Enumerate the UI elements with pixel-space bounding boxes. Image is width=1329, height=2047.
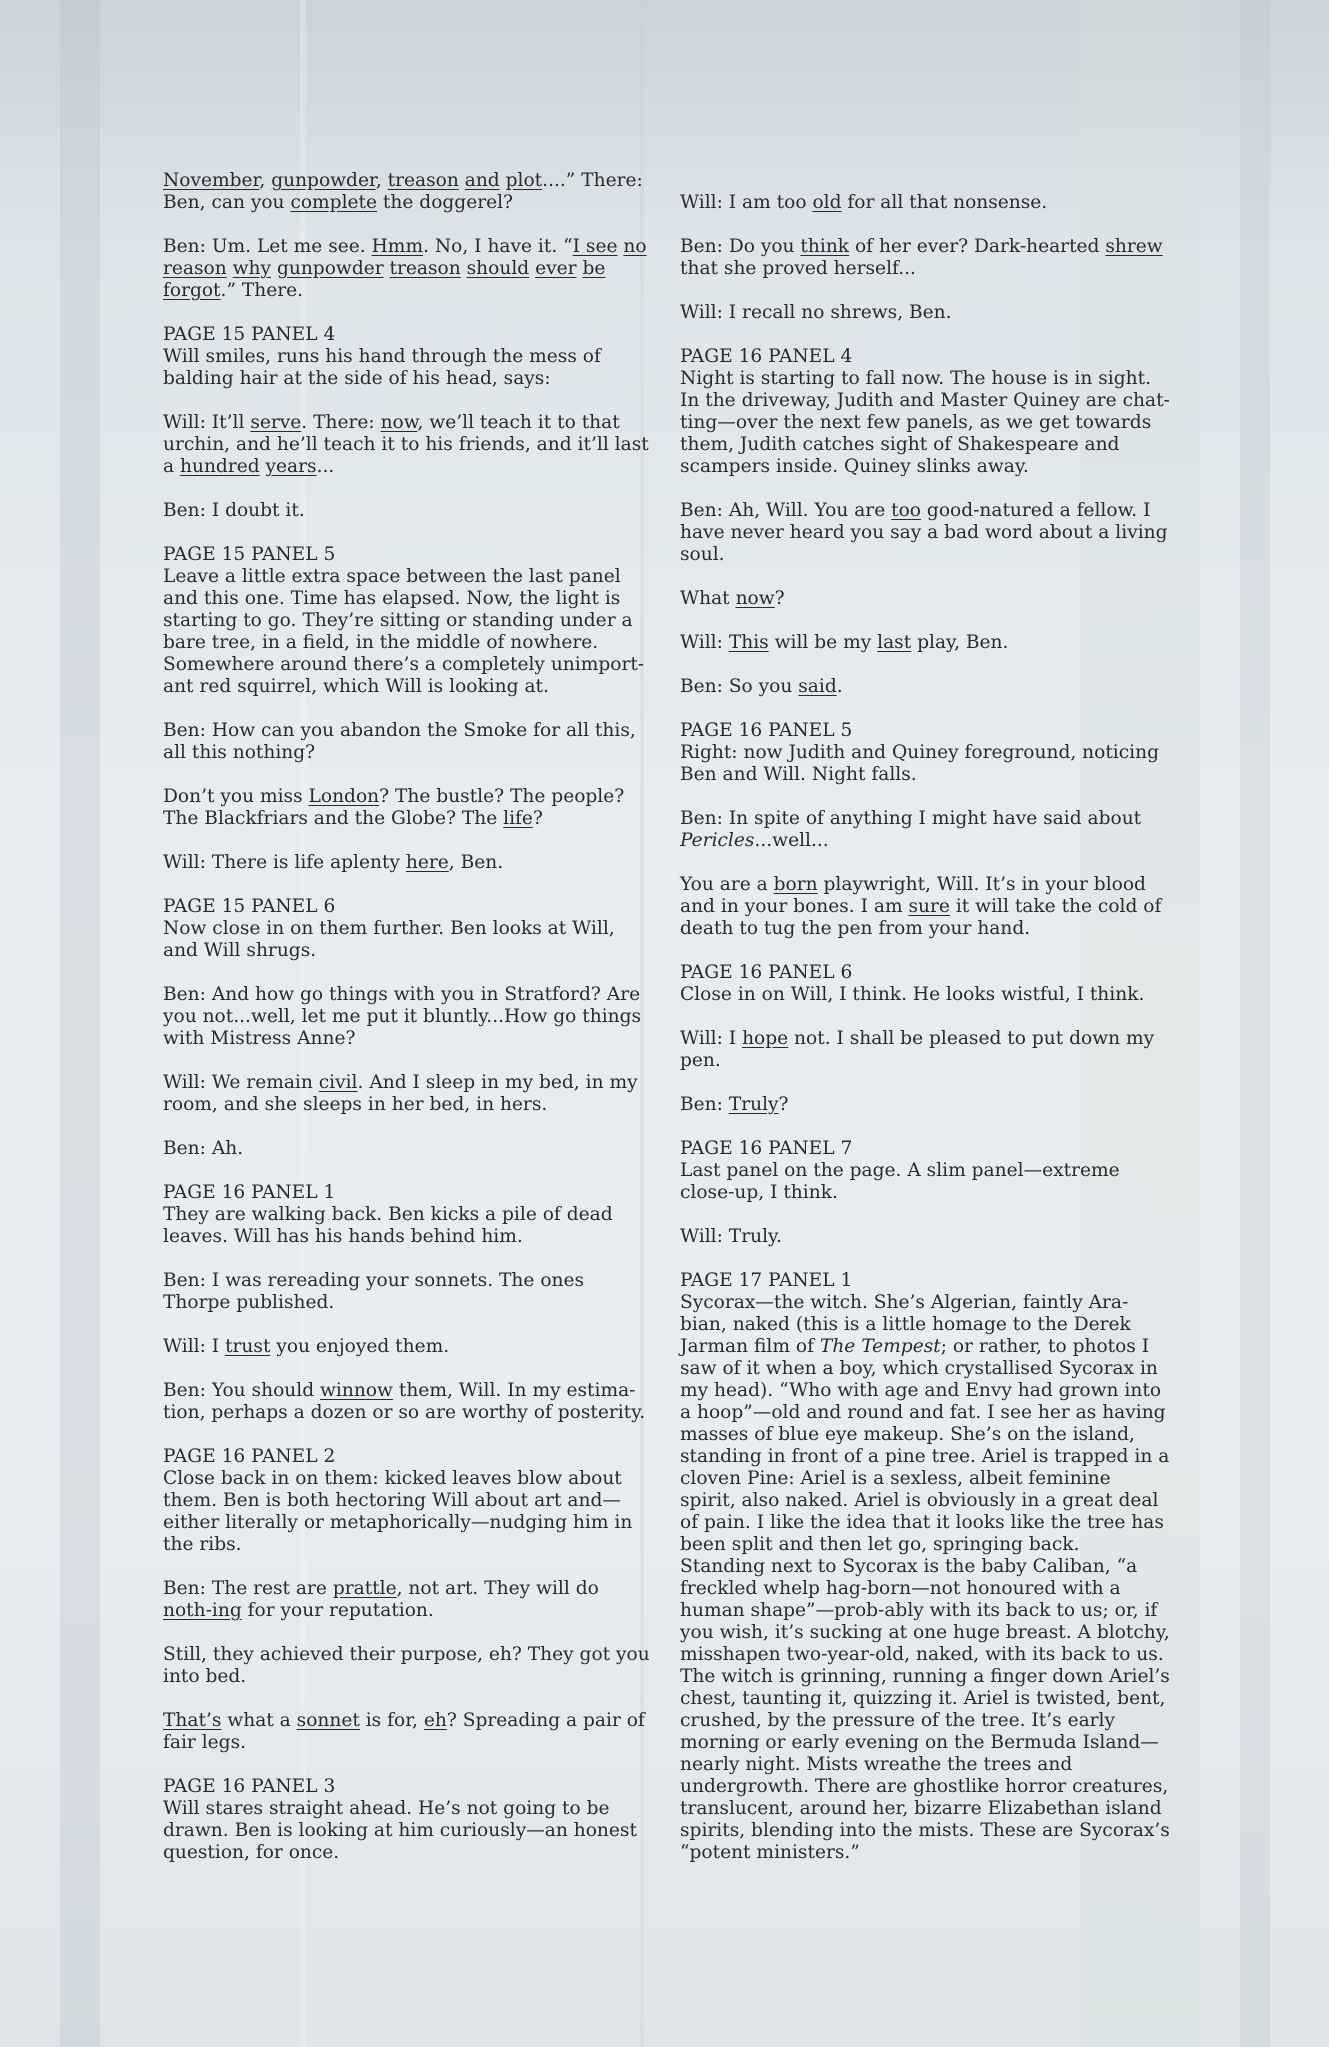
paragraph-text: Close in on Will, I think. He looks wistful, I think.	[680, 984, 1145, 1005]
paragraph-text: Ben: The rest are prattle, not art. They will do noth-ing for your reputation.	[163, 1578, 599, 1621]
panel-block	[680, 1138, 1170, 1204]
panel-heading: PAGE 16 PANEL 2	[163, 1446, 336, 1467]
dialogue-paragraph	[163, 1270, 653, 1314]
dialogue-paragraph	[680, 236, 1170, 280]
paragraph-text: Will: I recall no shrews, Ben.	[680, 302, 952, 323]
paragraph-text: What now?	[680, 588, 785, 609]
paragraph-text: Will: This will be my last play, Ben.	[680, 632, 1009, 653]
paragraph-text: Night is starting to fall now. The house is in sight. In the driveway, Judith and Master Quiney are chat-ting—over the next few panels, as we get towards them, Judith catches sight of Shakespeare and scampers inside. Quiney slinks away.	[680, 368, 1170, 477]
dialogue-paragraph	[163, 412, 653, 478]
paragraph-text: Ben: How can you abandon the Smoke for all this, all this nothing?	[163, 720, 636, 763]
dialogue-paragraph	[163, 984, 653, 1050]
dialogue-paragraph	[680, 808, 1170, 852]
panel-block	[680, 720, 1170, 786]
dialogue-paragraph	[680, 632, 1170, 654]
dialogue-paragraph	[163, 786, 653, 830]
paragraph-text: Sycorax—the witch. She’s Algerian, faintly Ara-bian, naked (this is a little homage to the Derek Jarman film of The Tempest; or rather, to photos I saw of it when a boy, which crystallised Sycorax in my head). “Who with age and Envy had grown into a hoop”—old and round and fat. I see her as having masses of blue eye makeup. She’s on the island, standing in front of a pine tree. Ariel is trapped in a cloven Pine: Ariel is a sexless, albeit feminine spirit, also naked. Ariel is obviously in a great deal of pain. I like the idea that it looks like the tree has been split and then let go, springing back. Standing next to Sycorax is the baby Caliban, “a freckled whelp hag-born—not honoured with a human shape”—prob-ably with its back to us; or, if you wish, it’s sucking at one huge breast. A blotchy, misshapen two-year-old, naked, with its back to us. The witch is grinning, running a finger down Ariel’s chest, taunting it, quizzing it. Ariel is twisted, bent, crushed, by the pressure of the tree. It’s early morning or early evening on the Bermuda Island—nearly night. Mists wreathe the trees and undergrowth. There are ghostlike horror creatures, translucent, around her, bizarre Elizabethan island spirits, blending into the mists. These are Sycorax’s “potent ministers.”	[680, 1292, 1170, 1863]
dialogue-paragraph	[163, 500, 653, 522]
paragraph-text: Ben: So you said.	[680, 676, 843, 697]
dialogue-paragraph	[680, 1028, 1170, 1072]
panel-block	[163, 324, 653, 390]
paragraph-text: Will smiles, runs his hand through the mess of balding hair at the side of his head, says:	[163, 346, 601, 389]
dialogue-paragraph	[163, 170, 653, 214]
panel-heading: PAGE 16 PANEL 5	[680, 720, 853, 741]
paragraph-text: You are a born playwright, Will. It’s in your blood and in your bones. I am sure it will take the cold of death to tug the pen from your hand.	[680, 874, 1162, 939]
script-column-right	[680, 192, 1170, 1886]
panel-heading: PAGE 16 PANEL 1	[163, 1182, 336, 1203]
paragraph-text: Don’t you miss London? The bustle? The people? The Blackfriars and the Globe? The life?	[163, 786, 625, 829]
paragraph-text: Ben: Ah.	[163, 1138, 244, 1159]
dialogue-paragraph	[680, 302, 1170, 324]
paragraph-text: Will: Truly.	[680, 1226, 782, 1247]
paragraph-text: Ben: I was rereading your sonnets. The ones Thorpe published.	[163, 1270, 585, 1313]
paragraph-text: Right: now Judith and Quiney foreground, noticing Ben and Will. Night falls.	[680, 742, 1159, 785]
paragraph-text: November, gunpowder, treason and plot....” There: Ben, can you complete the doggerel?	[163, 170, 643, 213]
panel-block	[680, 962, 1170, 1006]
paragraph-text: Leave a little extra space between the last panel and this one. Time has elapsed. Now, the light is starting to go. They’re sitting or standing under a bare tree, in a field, in the middle of nowhere. Somewhere around there’s a completely unimport-ant red squirrel, which Will is looking at.	[163, 566, 645, 697]
dialogue-paragraph	[163, 1380, 653, 1424]
paragraph-text: Will: It’ll serve. There: now, we’ll teach it to that urchin, and he’ll teach it to his friends, and it’ll last a hundred years...	[163, 412, 649, 477]
paragraph-text: Ben: And how go things with you in Stratford? Are you not...well, let me put it bluntly...How go things with Mistress Anne?	[163, 984, 642, 1049]
paragraph-text: Will: I am too old for all that nonsense.	[680, 192, 1048, 213]
dialogue-paragraph	[680, 874, 1170, 940]
paragraph-text: Will: There is life aplenty here, Ben.	[163, 852, 504, 873]
dialogue-paragraph	[163, 1336, 653, 1358]
panel-heading: PAGE 16 PANEL 3	[163, 1776, 336, 1797]
dialogue-paragraph	[163, 852, 653, 874]
paragraph-text: That’s what a sonnet is for, eh? Spreading a pair of fair legs.	[163, 1710, 645, 1753]
paragraph-text: Last panel on the page. A slim panel—extreme close-up, I think.	[680, 1160, 1120, 1203]
paragraph-text: Ben: In spite of anything I might have said about Pericles...well...	[680, 808, 1142, 851]
panel-block	[163, 544, 653, 698]
dialogue-paragraph	[163, 236, 653, 302]
dialogue-paragraph	[680, 1094, 1170, 1116]
paragraph-text: Will stares straight ahead. He’s not going to be drawn. Ben is looking at him curiously—an honest question, for once.	[163, 1798, 637, 1863]
panel-heading: PAGE 16 PANEL 6	[680, 962, 853, 983]
dialogue-paragraph	[680, 676, 1170, 698]
panel-block	[680, 346, 1170, 478]
dialogue-paragraph	[680, 500, 1170, 566]
panel-heading: PAGE 15 PANEL 5	[163, 544, 336, 565]
paragraph-text: Ben: Ah, Will. You are too good-natured a fellow. I have never heard you say a bad word about a living soul.	[680, 500, 1168, 565]
dialogue-paragraph	[680, 1226, 1170, 1248]
paragraph-text: They are walking back. Ben kicks a pile of dead leaves. Will has his hands behind him.	[163, 1204, 613, 1247]
paragraph-text: Will: I hope not. I shall be pleased to put down my pen.	[680, 1028, 1155, 1071]
panel-block	[163, 896, 653, 962]
paragraph-text: Still, they achieved their purpose, eh? They got you into bed.	[163, 1644, 650, 1687]
dialogue-paragraph	[163, 1578, 653, 1622]
panel-heading: PAGE 16 PANEL 7	[680, 1138, 853, 1159]
paragraph-text: Ben: Truly?	[680, 1094, 789, 1115]
panel-block	[163, 1446, 653, 1556]
dialogue-paragraph	[680, 192, 1170, 214]
paragraph-text: Will: We remain civil. And I sleep in my bed, in my room, and she sleeps in her bed, in hers.	[163, 1072, 638, 1115]
paragraph-text: Close back in on them: kicked leaves blow about them. Ben is both hectoring Will about art and—either literally or metaphorically—nudging him in the ribs.	[163, 1468, 633, 1555]
panel-heading: PAGE 15 PANEL 6	[163, 896, 336, 917]
dialogue-paragraph	[163, 1644, 653, 1688]
panel-heading: PAGE 17 PANEL 1	[680, 1270, 853, 1291]
dialogue-paragraph	[163, 1138, 653, 1160]
panel-heading: PAGE 16 PANEL 4	[680, 346, 853, 367]
panel-block	[163, 1776, 653, 1864]
paragraph-text: Ben: You should winnow them, Will. In my estima-tion, perhaps a dozen or so are worthy of posterity.	[163, 1380, 646, 1423]
dialogue-paragraph	[680, 588, 1170, 610]
dialogue-paragraph	[163, 1710, 653, 1754]
dialogue-paragraph	[163, 1072, 653, 1116]
paragraph-text: Now close in on them further. Ben looks at Will, and Will shrugs.	[163, 918, 615, 961]
paragraph-text: Ben: Do you think of her ever? Dark-hearted shrew that she proved herself...	[680, 236, 1163, 279]
panel-block	[680, 1270, 1170, 1864]
paragraph-text: Will: I trust you enjoyed them.	[163, 1336, 450, 1357]
paragraph-text: Ben: Um. Let me see. Hmm. No, I have it. “I see no reason why gunpowder treason should ever be forgot.” There.	[163, 236, 647, 301]
paragraph-text: Ben: I doubt it.	[163, 500, 305, 521]
panel-heading: PAGE 15 PANEL 4	[163, 324, 336, 345]
panel-block	[163, 1182, 653, 1248]
script-column-left	[163, 170, 653, 1886]
dialogue-paragraph	[163, 720, 653, 764]
